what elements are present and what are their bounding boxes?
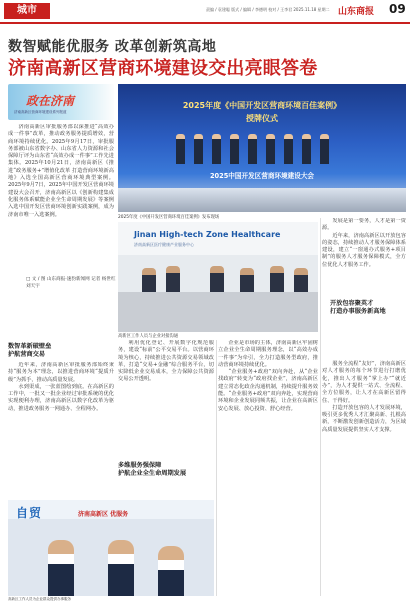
center-sign: Jinan High-tech Zone Healthcare	[134, 230, 281, 239]
stage-banner-line-1: 2025年度《中国开发区营商环境百佳案例》	[182, 101, 342, 110]
paragraph: “企业服务+政府”双向奔赴，从“企业找政府”转变为“政府找企业”，济南高新区建立常态化政企沟通机制，持续提升服务效能。“企业服务+政府”双向奔赴，实现营商环境和企业发展同频共振，让企业在高新区安心发展、放心投资、舒心经营。	[218, 369, 318, 412]
paragraph: 服务全流程“友好”，济南高新区对人才服务的每个环节进行打磨优化，推出人才服务“掌上办”“就近办”，为人才提供一站式、全流程、全方位服务，让人才在高新区留得住、干得好。	[322, 361, 406, 404]
section-tag: 城市	[4, 3, 50, 19]
hall-banner: 自贸	[16, 506, 43, 520]
article-column-3	[218, 340, 318, 596]
article-byline: □ 文 / 图 山东商报·速豹新闻网 记者 杨世红 刘天宇	[26, 277, 116, 289]
page-number: 09	[389, 2, 406, 16]
paragraph: 济南高新区审批服务部以深推进“高效办成一件事”改革，推动政务服务提质增效，营商环境持续优化。2025年9月17日，审批服务部被山东省数字办、山东省人力资源和社会保障厅评为山东省“高效办成一件事”工作先进集体。2025年10月21日，济南高新区《推进“政务服务+”增值化改革 打造营商环境新高地》入选全国高新区营商环境典型案例。2025年9月7日，2025年中国开发区营商环境建设大会召开，济南高新区以《创新构建集成化服务体系赋能企业全生命周期发展》等案例入选中国开发区营商环境创新实践案例，成为济南市唯一入选案例。	[8, 124, 114, 218]
paragraph: 近年来，济南高新区审批服务部始终秉持“服务为本”理念，以推进营商环境“提质升级”为抓手，推动高质量发展。	[8, 362, 114, 383]
article-column-4	[322, 218, 406, 598]
series-logo-title: 政在济南	[26, 94, 75, 108]
stage-floor	[118, 188, 406, 212]
series-logo	[8, 84, 114, 120]
paragraph: 企业是市场的主体，济南高新区牢固树立企业全生命周期服务理念，以“高效办成一件事”为牵引，全力打造服务型政府，推动营商环境持续优化。	[218, 340, 318, 368]
paragraph: 利用优化登记、开展数字化规范服务，建设“标前”公平交易平台。以营商环境为核心，持续推进公共资源交易领域改革，打造“交易+金融”综合服务平台，切实降低企业交易成本，全力保障公共资源交易公开透明。	[118, 340, 214, 383]
article-headline: 济南高新区营商环境建设交出亮眼答卷	[8, 58, 318, 79]
page-header	[0, 0, 410, 22]
article-column-2	[118, 340, 214, 458]
section-subheading: 数智革新破壁垒 护航营商交易	[8, 343, 52, 358]
paragraph: 近年来，济南高新区以开放包容的姿态，持续推动人才服务保障体系建设，建立“一窗通办式服务+项目制”的服务人才服务保障模式，全方位优化人才服务工作。	[322, 232, 406, 268]
paragraph: 发展是第一要务，人才是第一资源。	[322, 218, 406, 232]
paragraph: 水到渠成，一张蓝图绘到底。在高新区的工作中，一批又一批企业经过审批系统的优化实现便利办理，济南高新区以数字化改革为驱动，推进政务服务一网通办、全程网办。	[8, 383, 114, 412]
article-kicker: 数智赋能优服务 改革创新筑高地	[8, 39, 217, 55]
column-divider	[320, 218, 321, 596]
photo-caption: 高新区工作人员与企业对接沟通	[118, 334, 179, 339]
stage-banner-line-3: 2025中国开发区营商环境建设大会	[209, 172, 315, 180]
article-column-1b	[8, 362, 114, 492]
service-center-photo	[118, 222, 318, 332]
newspaper-name: 山东商报	[338, 7, 375, 17]
photo-caption: 高新区工作人员为企业群众提供办事服务	[8, 597, 71, 601]
center-sign-cn: 济南高新区医疗健康产业服务中心	[134, 242, 194, 247]
awardees-group	[176, 134, 348, 168]
page-meta: 责编 / 袁建聪 版式 / 编辑 / 李德明 校对 / 王李君 2025.11.18 星期二	[206, 7, 330, 12]
photo-caption: 2025年度《中国开发区营商环境百佳案例》发布现场	[118, 215, 220, 220]
article-column-1	[8, 124, 114, 270]
meeting-table	[118, 292, 318, 332]
section-subheading: 多维服务强保障 护航企业全生命周期发展	[118, 462, 187, 477]
hall-banner-subtitle: 济南高新区 优服务	[78, 511, 129, 518]
service-hall-photo	[8, 500, 214, 596]
section-subheading: 开放包容聚英才 打造办事服务新高地	[330, 300, 386, 315]
column-divider	[216, 340, 217, 596]
series-logo-subtitle: 济南高新区营商环境建设系列报道	[14, 110, 67, 114]
paragraph: 打造开放包容的人才发展环境，吸引更多优秀人才汇聚高新、扎根高新，不断激发创新创造活力，为区域高质量发展提供坚实人才支撑。	[322, 404, 406, 433]
stage-banner-line-2: 授牌仪式	[246, 114, 278, 123]
award-ceremony-photo	[118, 84, 406, 212]
header-rule	[0, 22, 410, 24]
